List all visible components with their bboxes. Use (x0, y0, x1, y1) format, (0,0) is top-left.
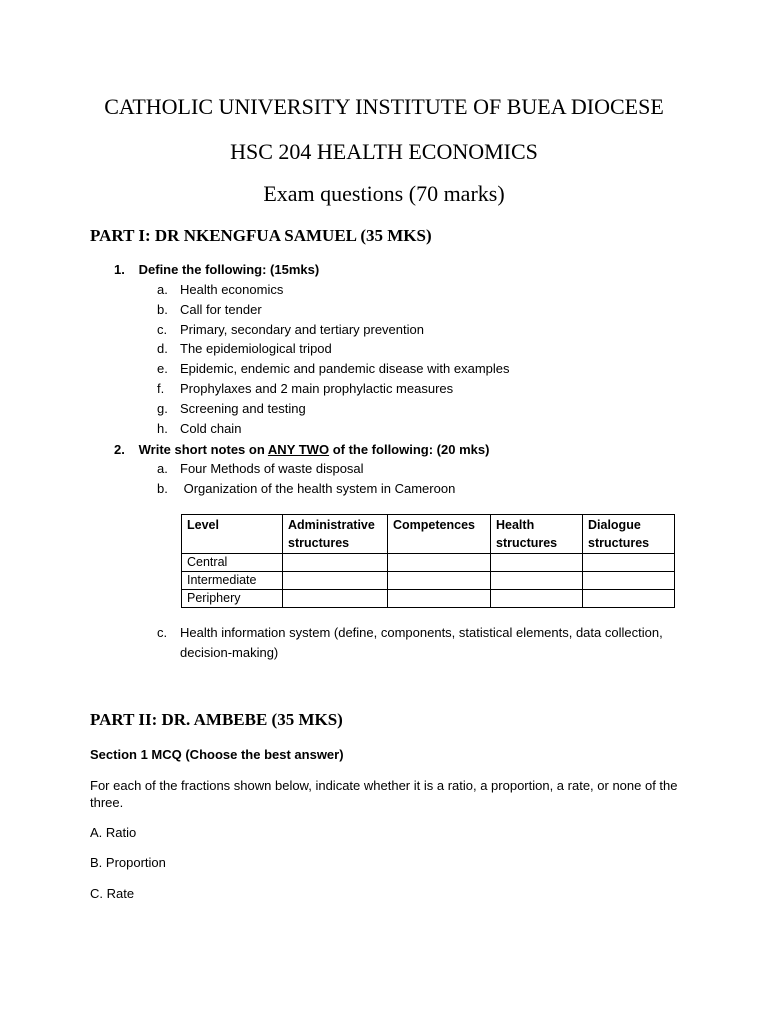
part1-heading: PART I: DR NKENGFUA SAMUEL (35 MKS) (90, 226, 432, 245)
list-item: c. Primary, secondary and tertiary prevention (157, 321, 424, 337)
section-1-title: Section 1 MCQ (Choose the best answer) (90, 747, 344, 762)
list-item: d. The epidemiological tripod (157, 341, 332, 357)
question-1-items (157, 280, 510, 438)
table-cell (583, 572, 675, 590)
table-cell (583, 590, 675, 608)
health-system-table (181, 514, 675, 608)
institution-title: CATHOLIC UNIVERSITY INSTITUTE OF BUEA DIOCESE (104, 94, 664, 119)
question-1-number: 1. (114, 262, 125, 277)
question-2-items (157, 459, 455, 499)
table-header-cell: Competences (388, 515, 491, 554)
table-cell (283, 554, 388, 572)
table-cell (491, 590, 583, 608)
instruction-line-1: For each of the fractions shown below, indicate whether it is a ratio, a proportion, a rate, or none of the (90, 778, 678, 793)
table-header-cell: Health structures (491, 515, 583, 554)
list-item: e. Epidemic, endemic and pandemic disease with examples (157, 361, 510, 377)
list-item: b. Call for tender (157, 301, 262, 317)
list-item-continuation: decision-making) (180, 644, 279, 660)
list-item: f. Prophylaxes and 2 main prophylactic measures (157, 380, 454, 396)
table-cell: Periphery (182, 590, 283, 608)
option-b: B. Proportion (90, 855, 166, 870)
table-cell (283, 572, 388, 590)
list-item: c. Health information system (define, components, statistical elements, data collection, (157, 625, 663, 640)
exam-title: Exam questions (70 marks) (263, 181, 505, 206)
list-item: b. Organization of the health system in Cameroon (157, 480, 456, 496)
question-2-text-before: Write short notes on (138, 442, 268, 457)
question-2-text-after: of the following: (20 mks) (329, 442, 490, 457)
table-header-cell: Administrative structures (283, 515, 388, 554)
table-header-cell: Dialogue structures (583, 515, 675, 554)
question-2-emphasis: ANY TWO (267, 442, 330, 457)
question-1-text: Define the following: (15mks) (138, 262, 320, 277)
table-header-row (182, 515, 675, 554)
part2-heading: PART II: DR. AMBEBE (35 MKS) (90, 710, 343, 729)
course-title: HSC 204 HEALTH ECONOMICS (230, 139, 538, 164)
table-cell (491, 572, 583, 590)
table-cell (388, 572, 491, 590)
table-row (182, 572, 675, 590)
option-c: C. Rate (90, 886, 135, 901)
list-item: g. Screening and testing (157, 400, 306, 416)
instruction-line-2: three. (90, 795, 124, 810)
table-cell: Intermediate (182, 572, 283, 590)
question-2 (114, 442, 489, 457)
list-item: a. Health economics (157, 282, 284, 297)
table-row (182, 590, 675, 608)
list-item: a. Four Methods of waste disposal (157, 461, 364, 476)
table-row (182, 554, 675, 572)
table-cell: Central (182, 554, 283, 572)
table-header-cell: Level (182, 515, 283, 554)
option-a: A. Ratio (90, 825, 137, 840)
table-cell (283, 590, 388, 608)
question-1 (114, 262, 319, 277)
question-2-number: 2. (114, 442, 125, 457)
table-cell (583, 554, 675, 572)
list-item: h. Cold chain (157, 420, 242, 436)
question-2-item-c (157, 623, 663, 663)
table-cell (388, 554, 491, 572)
table-cell (388, 590, 491, 608)
table-cell (491, 554, 583, 572)
